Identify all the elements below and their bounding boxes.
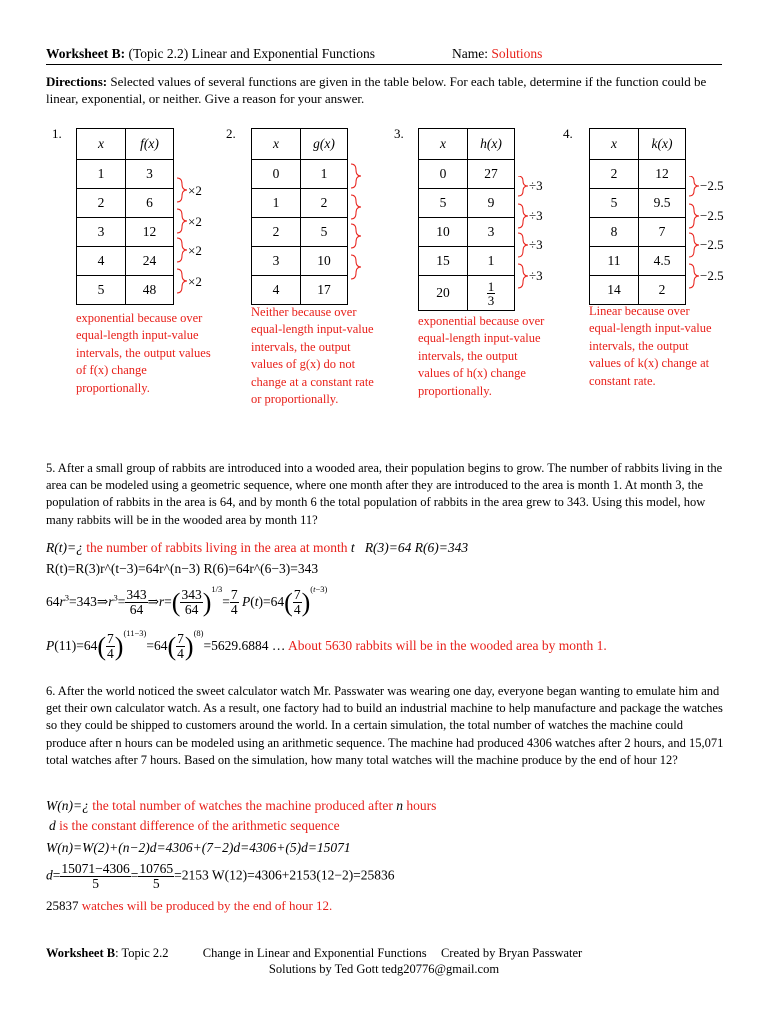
p6-def1-text: the total number of watches the machine produced after bbox=[92, 798, 393, 813]
change-label: ×2 bbox=[188, 183, 202, 198]
table-cell: 1 bbox=[252, 189, 301, 218]
problem-5-text: 5. After a small group of rabbits are introduced into a wooded area, their population begins to grow. The number of rabbits living in the area can be modeled using a geometric sequence, where one month after they are introduced to the area is month 1. At month 3, the population of rabbits in the area is 64, and by month 6 the total population of rabbits in the area grew to 343. Using this model, how many rabbits will be in the wooded area by month 11? bbox=[46, 461, 723, 527]
change-label: ×2 bbox=[188, 274, 202, 289]
p5-line-3: $64r^3=343\Rightarrow r^3=$ $\frac{343}{64}$ ⇒r=( $\frac{343}{64}$ )$^{1/3}$= $\frac{7}{4}$ P(t)=64( $\frac{7}{4}$ )$^{(t-3)}$ bbox=[46, 584, 328, 618]
table-header-g: g(x) bbox=[301, 129, 348, 160]
change-label: ×2 bbox=[188, 243, 202, 258]
table-cell: 11 bbox=[590, 247, 639, 276]
table-cell: 3 bbox=[77, 218, 126, 247]
table-k bbox=[589, 128, 686, 305]
p6-final-text: watches will be produced by the end of hour 12. bbox=[81, 898, 333, 913]
p6-def1-var: n bbox=[396, 798, 403, 813]
p6-line-2-tail: =2153 W(12)=4306+2153(12−2)=25836 bbox=[174, 867, 395, 883]
table-cell: 4.5 bbox=[639, 247, 686, 276]
p5-def-var: t bbox=[350, 540, 355, 555]
footer-line-1 bbox=[46, 946, 582, 961]
table-cell: 1 bbox=[468, 247, 515, 276]
table-cell: 4 bbox=[252, 276, 301, 305]
change-label: ÷3 bbox=[529, 178, 543, 193]
change-label: ÷3 bbox=[529, 208, 543, 223]
table-cell: 12 bbox=[126, 218, 174, 247]
p5-line-2: R(t)=R(3)r^(t−3)=64r^(n−3) R(6)=64r^(6−3)=343 bbox=[46, 561, 319, 576]
table-header-x: x bbox=[77, 129, 126, 160]
answer-table-2: Neither because over equal-length input-value intervals, the output values of g(x) do not change at a constant rate or proportionally. bbox=[251, 305, 374, 407]
table-cell: 20 bbox=[419, 276, 468, 311]
table-cell: 0 bbox=[419, 160, 468, 189]
worksheet-header bbox=[46, 46, 722, 62]
table-cell: 6 bbox=[126, 189, 174, 218]
p6-def1-lhs: W(n)=¿ bbox=[46, 798, 89, 813]
table-f bbox=[76, 128, 174, 305]
p6-definition-2 bbox=[49, 818, 340, 834]
change-label: −2.5 bbox=[700, 237, 724, 252]
table-cell: 5 bbox=[77, 276, 126, 305]
p5-answer-value: =5629.6884 … bbox=[203, 638, 286, 653]
p6-definition-1 bbox=[46, 798, 436, 814]
table-4-number: 4. bbox=[563, 126, 573, 141]
problem-6-text: 6. After the world noticed the sweet calculator watch Mr. Passwater was wearing one day, everyone began wanting to emulate him and get their own calculator watch. As a result, one factory had to build an industrial machine to help manufacture and package the watches so they could be shipped to customers around the world. In a certain simulation, the total number of watches the machine could produce after n hours can be modeled using an arithmetic sequence. The machine had produced 4306 watches after 2 hours, and 15,071 total watches after 7 hours. Based on the simulation, how many total watches will the machine produce by the end of hour 12? bbox=[46, 684, 724, 767]
table-cell: 48 bbox=[126, 276, 174, 305]
table-cell: 15 bbox=[419, 247, 468, 276]
table-cell: 9 bbox=[468, 189, 515, 218]
name-label: Name: bbox=[452, 46, 488, 61]
table-g bbox=[251, 128, 348, 305]
p6-def2-var: d bbox=[49, 818, 56, 833]
directions-label: Directions: bbox=[46, 74, 108, 89]
change-label: ×2 bbox=[188, 214, 202, 229]
table-cell: 1 bbox=[301, 160, 348, 189]
change-label: ÷3 bbox=[529, 268, 543, 283]
table-cell: 2 bbox=[77, 189, 126, 218]
table-cell: 9.5 bbox=[639, 189, 686, 218]
header-rule bbox=[46, 64, 722, 65]
name-value: Solutions bbox=[491, 46, 543, 61]
table-cell: 8 bbox=[590, 218, 639, 247]
answer-table-4: Linear because over equal-length input-value intervals, the output values of k(x) change at constant rate. bbox=[589, 304, 712, 388]
p6-final-value: 25837 bbox=[46, 898, 79, 913]
footer-solutions: Solutions by Ted Gott tedg20776@gmail.com bbox=[268, 962, 500, 976]
table-cell: 2 bbox=[252, 218, 301, 247]
table-cell: 10 bbox=[301, 247, 348, 276]
table-cell: 2 bbox=[590, 160, 639, 189]
answer-table-3: exponential because over equal-length input-value intervals, the output values of h(x) change proportionally. bbox=[418, 314, 545, 398]
table-cell: 7 bbox=[639, 218, 686, 247]
table-cell: 14 bbox=[590, 276, 639, 305]
table-2-number: 2. bbox=[226, 126, 236, 141]
answer-table-1: exponential because over equal-length input-value intervals, the output values of f(x) change proportionally. bbox=[76, 311, 211, 395]
p5-answer-text: About 5630 rabbits will be in the wooded area by month 1. bbox=[288, 638, 607, 653]
change-label: ÷3 bbox=[529, 237, 543, 252]
p5-definition bbox=[46, 540, 468, 556]
table-cell: 3 bbox=[126, 160, 174, 189]
table-header-f: f(x) bbox=[126, 129, 174, 160]
table-cell-fraction: $\frac{1}{3}$ bbox=[468, 276, 515, 311]
table-cell: 2 bbox=[639, 276, 686, 305]
table-cell: 2 bbox=[301, 189, 348, 218]
table-header-x: x bbox=[252, 129, 301, 160]
footer-credit: Created by Bryan Passwater bbox=[440, 946, 583, 960]
p5-def-text: the number of rabbits living in the area at month bbox=[86, 540, 348, 555]
table-header-k: k(x) bbox=[639, 129, 686, 160]
p6-def1-tail: hours bbox=[406, 798, 437, 813]
p5-given: R(3)=64 R(6)=343 bbox=[364, 540, 469, 555]
table-header-h: h(x) bbox=[468, 129, 515, 160]
p6-line-2: d= $\frac{15071-4306}{5}$ = $\frac{10765}{5}$ =2153 W(12)=4306+2153(12−2)=25836 bbox=[46, 861, 395, 891]
table-cell: 24 bbox=[126, 247, 174, 276]
p5-line-4: P(11)=64( $\frac{7}{4}$ )$^{(11-3)}$=64( $\frac{7}{4}$ )$^{(8)}$=5629.6884 … About 5630 rabbits will be in the wooded area by month 1. bbox=[46, 628, 607, 662]
table-cell: 10 bbox=[419, 218, 468, 247]
change-label: −2.5 bbox=[700, 178, 724, 193]
change-label: −2.5 bbox=[700, 268, 724, 283]
table-cell: 17 bbox=[301, 276, 348, 305]
worksheet-topic: (Topic 2.2) Linear and Exponential Functions bbox=[128, 46, 375, 61]
table-cell: 27 bbox=[468, 160, 515, 189]
p5-def-lhs: R(t)=¿ bbox=[46, 540, 83, 555]
p6-final bbox=[46, 898, 332, 914]
table-cell: 3 bbox=[468, 218, 515, 247]
table-cell: 5 bbox=[419, 189, 468, 218]
table-h bbox=[418, 128, 515, 311]
footer-topic: : Topic 2.2 bbox=[115, 946, 169, 960]
table-cell: 3 bbox=[252, 247, 301, 276]
table-cell: 12 bbox=[639, 160, 686, 189]
table-cell: 1 bbox=[77, 160, 126, 189]
directions-text: Selected values of several functions are given in the table below. For each table, determine if the function could be linear, exponential, or neither. Give a reason for your answer. bbox=[46, 74, 707, 106]
table-header-x: x bbox=[590, 129, 639, 160]
worksheet-label: Worksheet B: bbox=[46, 46, 126, 61]
table-cell: 5 bbox=[301, 218, 348, 247]
p6-def2-text: is the constant difference of the arithmetic sequence bbox=[59, 818, 340, 833]
directions bbox=[46, 73, 726, 107]
table-1-number: 1. bbox=[52, 126, 62, 141]
p6-line-1: W(n)=W(2)+(n−2)d=4306+(7−2)d=4306+(5)d=15071 bbox=[46, 840, 351, 855]
change-label: −2.5 bbox=[700, 208, 724, 223]
table-cell: 5 bbox=[590, 189, 639, 218]
footer-label: Worksheet B bbox=[46, 946, 116, 960]
table-cell: 4 bbox=[77, 247, 126, 276]
table-3-number: 3. bbox=[394, 126, 404, 141]
table-header-x: x bbox=[419, 129, 468, 160]
footer-title: Change in Linear and Exponential Functions bbox=[202, 946, 427, 960]
table-cell: 0 bbox=[252, 160, 301, 189]
